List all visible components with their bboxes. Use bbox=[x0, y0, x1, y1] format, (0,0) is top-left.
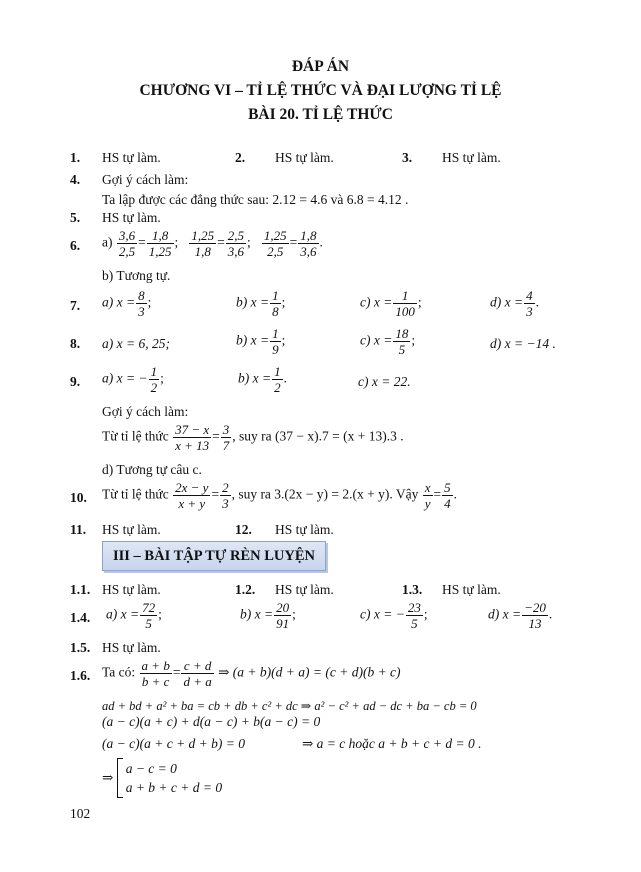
equation-line: d) x = $\frac{-20}{13}$ . bbox=[488, 600, 553, 631]
answer-text: HS tự làm. bbox=[102, 640, 161, 655]
item-number: 6. bbox=[70, 238, 81, 253]
fraction: $\frac{-20}{13}$ bbox=[524, 600, 546, 631]
fraction: $\frac{20}{91}$ bbox=[276, 600, 290, 631]
page-number: 102 bbox=[70, 806, 91, 821]
fraction: $\frac{2}{3}$ bbox=[222, 480, 229, 511]
equation-line: ⇒ a = c hoặc a + b + c + d = 0 . bbox=[302, 736, 482, 751]
lesson-title: BÀI 20. TỈ LỆ THỨC bbox=[248, 106, 393, 123]
answer-text: HS tự làm. bbox=[102, 522, 161, 537]
fraction: $\frac{1,25}{1,8}$ bbox=[191, 228, 215, 259]
answer-text: HS tự làm. bbox=[102, 582, 161, 597]
item-number: 1. bbox=[70, 150, 81, 165]
equation-line: b) x = $\frac{1}{2}$ . bbox=[238, 364, 287, 395]
page-title: ĐÁP ÁN bbox=[291, 58, 350, 75]
fraction: $\frac{1,8}{1,25}$ bbox=[148, 228, 172, 259]
item-number: 1.2. bbox=[235, 582, 256, 597]
fraction: $\frac{5}{4}$ bbox=[444, 480, 451, 511]
fraction: $\frac{a + b}{b + c}$ bbox=[141, 658, 170, 689]
equation-line: c) x = $\frac{1}{100}$ ; bbox=[360, 288, 422, 319]
fraction: $\frac{2,5}{3,6}$ bbox=[227, 228, 245, 259]
answer-text: HS tự làm. bbox=[275, 150, 334, 165]
item-number: 1.1. bbox=[70, 582, 91, 597]
equation-line: b) x = $\frac{20}{91}$ ; bbox=[240, 600, 296, 631]
fraction: $\frac{8}{3}$ bbox=[138, 288, 145, 319]
fraction: $\frac{4}{3}$ bbox=[526, 288, 533, 319]
fraction: $\frac{3,6}{2,5}$ bbox=[118, 228, 136, 259]
equation-line: d) x = $\frac{4}{3}$ . bbox=[490, 288, 539, 319]
answer-text: HS tự làm. bbox=[275, 522, 334, 537]
equation-line: b) x = $\frac{1}{8}$ ; bbox=[236, 288, 286, 319]
item-number: 11. bbox=[70, 522, 87, 537]
fraction: $\frac{23}{5}$ bbox=[407, 600, 421, 631]
fraction: $\frac{18}{5}$ bbox=[395, 326, 409, 357]
system-brace bbox=[117, 758, 123, 798]
equation-system: ⇒ a − c = 0 a + b + c + d = 0 bbox=[102, 758, 222, 798]
fraction: $\frac{3}{7}$ bbox=[222, 422, 230, 453]
fraction: $\frac{1}{100}$ bbox=[395, 288, 415, 319]
fraction: $\frac{1}{2}$ bbox=[274, 364, 281, 395]
item-number: 9. bbox=[70, 374, 81, 389]
fraction: $\frac{1,8}{3,6}$ bbox=[300, 228, 317, 259]
equation-line: c) x = − $\frac{23}{5}$ ; bbox=[360, 600, 428, 631]
equation-line: (a − c)(a + c) + d(a − c) + b(a − c) = 0 bbox=[102, 714, 321, 729]
fraction: $\frac{1,25}{2,5}$ bbox=[263, 228, 287, 259]
answer-text: d) x = −14 . bbox=[490, 336, 556, 351]
hint-label: Gợi ý cách làm: bbox=[102, 172, 189, 187]
equation-line: a) x = $\frac{72}{5}$ ; bbox=[106, 600, 162, 631]
fraction: $\frac{72}{5}$ bbox=[142, 600, 156, 631]
chapter-title: CHƯƠNG VI – TỈ LỆ THỨC VÀ ĐẠI LƯỢNG TỈ LỆ bbox=[139, 82, 502, 99]
fraction: $\frac{x}{y}$ bbox=[424, 480, 431, 511]
equation-line: Từ tỉ lệ thức $\frac{37 - x}{x + 13}$ = $\frac{3}{7}$ , suy ra (37 − x).7 = (x + 13).3 . bbox=[102, 422, 404, 453]
item-number: 1.5. bbox=[70, 640, 91, 655]
item-number: 4. bbox=[70, 172, 81, 187]
equation-line: ad + bd + a² + ba = cb + db + c² + dc ⇒ a² − c² + ad − dc + ba − cb = 0 bbox=[102, 699, 477, 713]
equation-line: Từ tỉ lệ thức $\frac{2x - y}{x + y}$ = $\frac{2}{3}$ , suy ra 3.(2x − y) = 2.(x + y). Vậy $\frac{x}{y}$ = $\frac{5}{4}$ . bbox=[102, 480, 458, 511]
answer-text: HS tự làm. bbox=[102, 210, 161, 225]
item-number: 1.6. bbox=[70, 668, 91, 683]
item-number: 7. bbox=[70, 298, 81, 313]
item-number: 2. bbox=[235, 150, 246, 165]
equation-line: c) x = $\frac{18}{5}$ ; bbox=[360, 326, 416, 357]
item-number: 1.4. bbox=[70, 610, 91, 625]
item-number: 10. bbox=[70, 490, 87, 505]
answer-text: a) x = 6, 25; bbox=[102, 336, 170, 351]
section-banner: III – BÀI TẬP TỰ RÈN LUYỆN bbox=[102, 541, 326, 571]
answer-text: HS tự làm. bbox=[442, 582, 501, 597]
fraction: $\frac{37 - x}{x + 13}$ bbox=[175, 422, 210, 453]
answer-text: c) x = 22. bbox=[358, 374, 411, 389]
answer-text: d) Tương tự câu c. bbox=[102, 462, 202, 477]
fraction: $\frac{1}{2}$ bbox=[150, 364, 158, 395]
answer-text: b) Tương tự. bbox=[102, 268, 171, 283]
answer-text: HS tự làm. bbox=[102, 150, 161, 165]
item-number: 3. bbox=[402, 150, 413, 165]
item-number: 12. bbox=[235, 522, 252, 537]
answer-text: Ta lập được các đẳng thức sau: 2.12 = 4.6 và 6.8 = 4.12 . bbox=[102, 192, 409, 207]
item-number: 5. bbox=[70, 210, 81, 225]
fraction: $\frac{2x - y}{x + y}$ bbox=[175, 480, 209, 511]
item-number: 1.3. bbox=[402, 582, 423, 597]
equation-line: a) $\frac{3,6}{2,5}$ = $\frac{1,8}{1,25}$ ; $\frac{1,25}{1,8}$ = $\frac{2,5}{3,6}$ ; $\frac{1,25}{2,5}$ = $\frac{1,8}{3,6}$ . bbox=[102, 228, 323, 259]
fraction: $\frac{1}{9}$ bbox=[272, 326, 279, 357]
answer-text: HS tự làm. bbox=[442, 150, 501, 165]
equation-line: (a − c)(a + c + d + b) = 0 bbox=[102, 736, 246, 751]
item-number: 8. bbox=[70, 336, 81, 351]
answer-text: HS tự làm. bbox=[275, 582, 334, 597]
equation-line: b) x = $\frac{1}{9}$ ; bbox=[236, 326, 286, 357]
hint-label: Gợi ý cách làm: bbox=[102, 404, 189, 419]
equation-line: a) x = − $\frac{1}{2}$ ; bbox=[102, 364, 164, 395]
equation-line: Ta có: $\frac{a + b}{b + c}$ = $\frac{c + d}{d + a}$ ⇒ (a + b)(d + a) = (c + d)(b + c) bbox=[102, 658, 401, 689]
equation-line: a) x = $\frac{8}{3}$ ; bbox=[102, 288, 152, 319]
fraction: $\frac{c + d}{d + a}$ bbox=[183, 658, 212, 689]
fraction: $\frac{1}{8}$ bbox=[272, 288, 279, 319]
